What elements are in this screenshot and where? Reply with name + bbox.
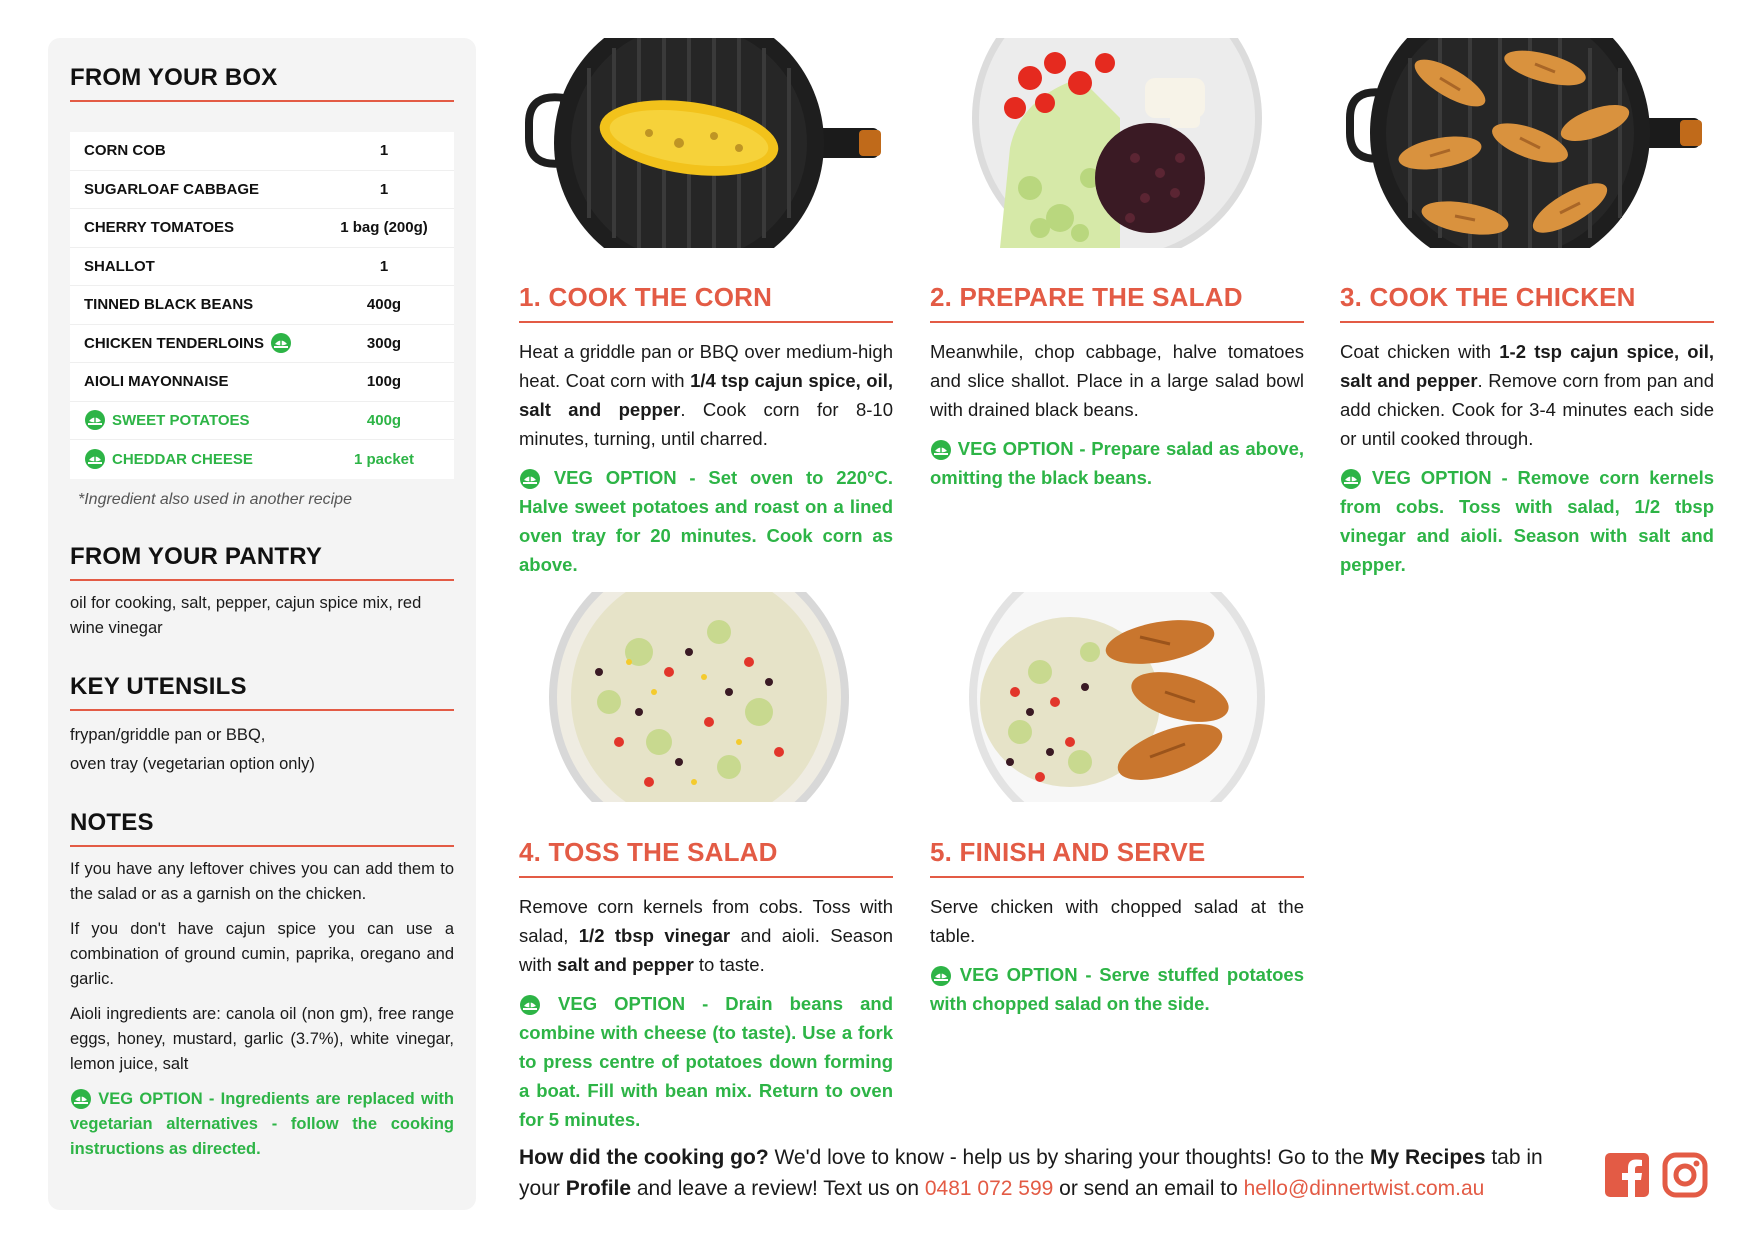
footnote: *Ingredient also used in another recipe: [78, 490, 352, 508]
ingredient-name: CORN COB: [84, 142, 166, 160]
step-2-text: Meanwhile, chop cabbage, halve tomatoes and slice shallot. Place in a large salad bowl with drained black beans.: [930, 341, 1304, 420]
instagram-icon[interactable]: [1662, 1152, 1708, 1198]
feedback-footer: How did the cooking go? We'd love to know - help us by sharing your thoughts! Go to the My Recipes tab in your Profile and leave a review! Text us on 0481 072 599 or send an email to hello@dinnertwist.com.au: [519, 1146, 1543, 1200]
utensil-item: frypan/griddle pan or BBQ,: [70, 725, 266, 744]
table-row: [70, 402, 454, 441]
veg-leaf-icon: [270, 333, 292, 353]
step-3-title: 3. COOK THE CHICKEN: [1340, 282, 1714, 323]
veg-leaf-icon: [84, 410, 106, 430]
veg-leaf-icon: [84, 449, 106, 469]
notes-title: NOTES: [70, 809, 454, 847]
ingredient-name: SWEET POTATOES: [112, 411, 250, 429]
note-paragraph: If you don't have cajun spice you can use a combination of ground cumin, paprika, oregano and garlic.: [70, 919, 454, 988]
step-5-title: 5. FINISH AND SERVE: [930, 837, 1304, 878]
facebook-icon[interactable]: [1604, 1152, 1650, 1198]
ingredient-qty: 1: [379, 142, 389, 160]
step-4: [519, 837, 893, 1134]
step-3-veg-option: VEG OPTION - Remove corn kernels from cobs. Toss with salad, 1/2 tbsp vinegar and aioli. Season with salt and pepper.: [1340, 467, 1715, 575]
pantry-text: oil for cooking, salt, pepper, cajun spice mix, red wine vinegar: [70, 593, 422, 637]
step-4-veg-option: VEG OPTION - Drain beans and combine with cheese (to taste). Use a fork to press centre of potatoes down forming a boat. Fill with bean mix. Return to oven for 5 minutes.: [519, 993, 894, 1130]
ingredient-qty: 300g: [366, 334, 402, 352]
ingredient-qty: 1: [379, 180, 389, 198]
step-3: [1340, 282, 1714, 579]
note-paragraph: Aioli ingredients are: canola oil (non gm), free range eggs, honey, mustard, garlic (3.7%), white vinegar, lemon juice, salt: [70, 1004, 454, 1073]
utensils-list: [70, 721, 454, 779]
step-1-veg-option: VEG OPTION - Set oven to 220°C. Halve sweet potatoes and roast on a lined oven tray for 20 minutes. Cook corn as above.: [519, 467, 893, 575]
table-row: [70, 132, 454, 171]
ingredients-table: [70, 132, 454, 479]
ingredient-qty: 100g: [366, 373, 402, 391]
from-your-box-title: FROM YOUR BOX: [70, 64, 454, 102]
table-row: [70, 440, 454, 479]
table-row: [70, 286, 454, 325]
note-paragraph: If you have any leftover chives you can add them to the salad or as a garnish on the chicken.: [70, 859, 454, 903]
step-2: [930, 282, 1304, 492]
table-row: [70, 325, 454, 364]
ingredient-qty: 1 packet: [353, 450, 415, 468]
veg-leaf-icon: [519, 995, 541, 1015]
ingredient-name: CHICKEN TENDERLOINS: [84, 334, 265, 352]
email-link[interactable]: hello@dinnertwist.com.au: [1243, 1177, 1485, 1200]
ingredient-qty: 400g: [366, 411, 402, 429]
phone-link[interactable]: 0481 072 599: [924, 1177, 1054, 1200]
veg-leaf-icon: [930, 966, 952, 986]
step-4-text: Remove corn kernels from cobs. Toss with salad, 1/2 tbsp vinegar and aioli. Season with salt and pepper to taste.: [519, 896, 893, 975]
veg-leaf-icon: [930, 440, 952, 460]
ingredient-name: CHEDDAR CHEESE: [112, 450, 253, 468]
table-row: [70, 209, 454, 248]
table-row: [70, 363, 454, 402]
ingredient-name: CHERRY TOMATOES: [84, 219, 235, 237]
step-5-veg-option: VEG OPTION - Serve stuffed potatoes with chopped salad on the side.: [930, 964, 1304, 1014]
from-your-pantry-title: FROM YOUR PANTRY: [70, 543, 454, 581]
table-row: [70, 248, 454, 287]
ingredient-name: TINNED BLACK BEANS: [84, 296, 254, 314]
ingredient-name: SHALLOT: [84, 257, 155, 275]
veg-leaf-icon: [1340, 469, 1362, 489]
ingredient-name: SUGARLOAF CABBAGE: [84, 180, 259, 198]
salad-ingredients-photo: [930, 38, 1304, 248]
ingredient-name-wrap: [70, 410, 314, 430]
ingredient-name-wrap: [70, 449, 314, 469]
table-row: [70, 171, 454, 210]
step-2-title: 2. PREPARE THE SALAD: [930, 282, 1304, 323]
ingredient-qty: 1 bag (200g): [340, 219, 428, 237]
veg-leaf-icon: [519, 469, 541, 489]
veg-leaf-icon: [70, 1089, 92, 1109]
notes-veg-text: VEG OPTION - Ingredients are replaced with vegetarian alternatives - follow the cooking instructions as directed.: [70, 1089, 454, 1158]
step-5-text: Serve chicken with chopped salad at the table.: [930, 896, 1304, 946]
step-5: [930, 837, 1304, 1018]
finished-plate-photo: [930, 592, 1304, 802]
ingredient-qty: 400g: [366, 296, 402, 314]
notes-veg-option: [70, 1087, 454, 1162]
step-2-veg-option: VEG OPTION - Prepare salad as above, omitting the black beans.: [930, 438, 1304, 488]
chicken-griddle-photo: [1340, 38, 1714, 248]
ingredient-qty: 1: [379, 257, 389, 275]
utensil-item: oven tray (vegetarian option only): [70, 754, 315, 773]
key-utensils-title: KEY UTENSILS: [70, 673, 454, 711]
step-1: [519, 282, 893, 579]
step-4-title: 4. TOSS THE SALAD: [519, 837, 893, 878]
step-3-text: Coat chicken with 1-2 tsp cajun spice, oil, salt and pepper. Remove corn from pan and add chicken. Cook for 3-4 minutes each side or until cooked through.: [1340, 341, 1714, 449]
corn-griddle-photo: [519, 38, 893, 248]
feedback-question: How did the cooking go?: [519, 1146, 769, 1169]
ingredients-panel: [48, 38, 476, 1210]
tossed-salad-photo: [519, 592, 893, 802]
step-1-title: 1. COOK THE CORN: [519, 282, 893, 323]
ingredient-name: AIOLI MAYONNAISE: [84, 373, 229, 391]
step-1-text: Heat a griddle pan or BBQ over medium-high heat. Coat corn with 1/4 tsp cajun spice, oil, salt and pepper. Cook corn for 8-10 minutes, turning, until charred.: [519, 341, 893, 449]
ingredient-name-wrap: [70, 333, 314, 353]
